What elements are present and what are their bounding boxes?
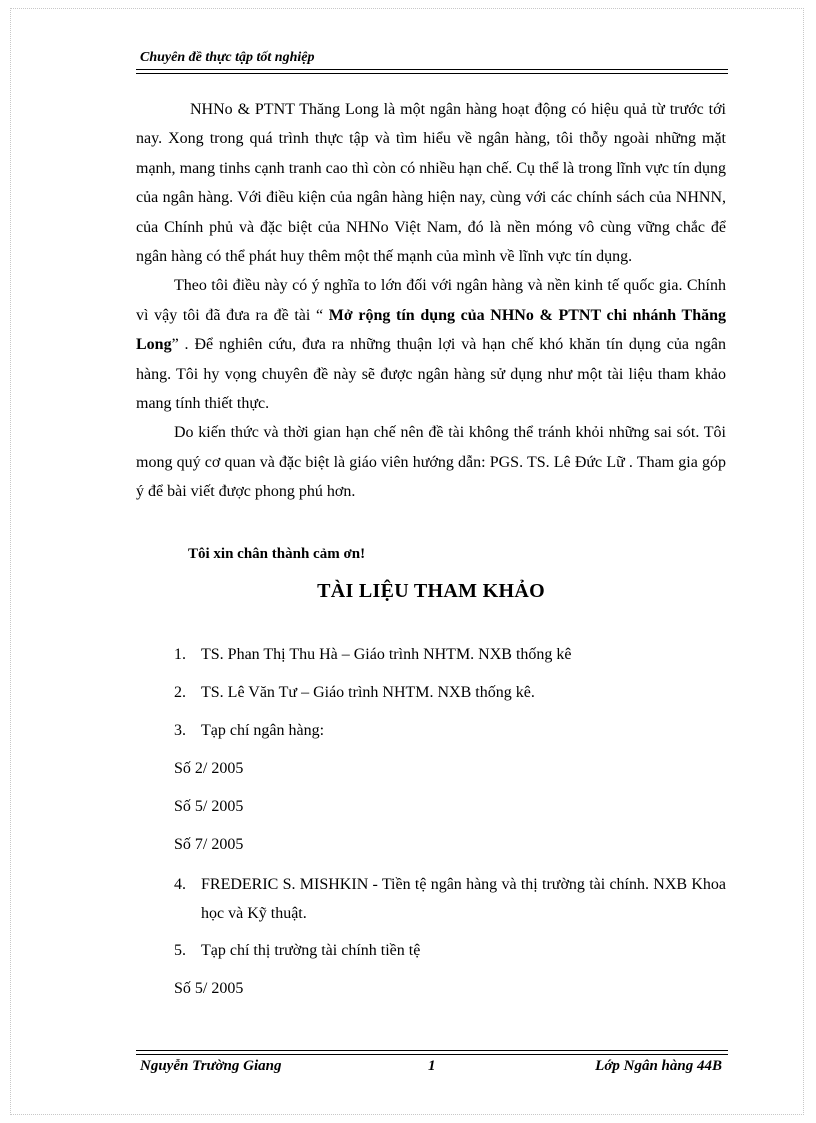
footer-rule — [136, 1054, 728, 1055]
thanks-line: Tôi xin chân thành cảm ơn! — [188, 546, 366, 562]
issue-item: Số 2/ 2005 — [174, 760, 244, 777]
list-text: TS. Lê Văn Tư – Giáo trình NHTM. NXB thống kê. — [201, 684, 535, 701]
paragraph-3: Do kiến thức và thời gian hạn chế nên đề tài không thể tránh khỏi những sai sót. Tôi mong quý cơ quan và đặc biệt là giáo viên hướng dẫn: PGS. TS. Lê Đức Lữ . Tham gia góp ý để bài viết được phong phú hơn. — [136, 424, 726, 501]
body-text — [136, 95, 726, 507]
list-item — [174, 722, 324, 740]
list-number: 4. — [174, 876, 186, 893]
list-number: 3. — [174, 722, 186, 739]
thesis-title: Mở rộng tín dụng của NHNo & PTNT chi nhánh Thăng Long — [136, 306, 727, 354]
issue-item: Số 5/ 2005 — [174, 980, 244, 997]
list-number: 2. — [174, 684, 186, 701]
footer-rule-thin — [136, 1050, 728, 1051]
page-header — [136, 50, 728, 72]
paragraph-2-end: ” . Để nghiên cứu, đưa ra những thuận lợi và hạn chế khó khăn tín dụng của ngân hàng. Tôi hy vọng chuyên đề này sẽ được ngân hàng sử dụng như một tài liệu tham khảo mang tính thiết thực. — [136, 336, 726, 413]
list-item — [174, 646, 572, 664]
header-title: Chuyên đề thực tập tốt nghiệp — [140, 50, 315, 65]
list-item — [174, 684, 535, 702]
issue-item: Số 7/ 2005 — [174, 836, 244, 853]
list-number: 1. — [174, 646, 186, 663]
list-item — [174, 942, 420, 960]
page-footer — [136, 1050, 728, 1080]
paragraph-1: NHNo & PTNT Thăng Long là một ngân hàng hoạt động có hiệu quả từ trước tới nay. Xong trong quá trình thực tập và tìm hiểu về ngân hàng, tôi thỗy ngoài những mặt mạnh, mang tinhs cạnh tranh cao thì còn có nhiều hạn chế. Cụ thể là trong lĩnh vực tín dụng của ngân hàng. Với điều kiện của ngân hàng hiện nay, cùng với các chính sách của NHNN, của Chính phủ và đặc biệt của NHNo Việt Nam, đó là nền móng vô cùng vững chắc để ngân hàng có thể phát huy thêm một thế mạnh của mình về lĩnh vực tín dụng. — [136, 101, 726, 266]
header-rule-thin — [136, 73, 728, 74]
list-text: FREDERIC S. MISHKIN - Tiền tệ ngân hàng và thị trường tài chính. NXB Khoa học và Kỹ thuật. — [201, 876, 726, 922]
issue-item: Số 5/ 2005 — [174, 798, 244, 815]
footer-author: Nguyễn Trường Giang — [140, 1058, 282, 1074]
page-number: 1 — [428, 1058, 436, 1074]
list-item — [174, 870, 726, 928]
header-rule — [136, 69, 728, 70]
list-text: Tạp chí thị trường tài chính tiền tệ — [201, 942, 421, 959]
references-title: TÀI LIỆU THAM KHẢO — [317, 580, 545, 602]
paragraph-2-start: Theo tôi điều này có ý nghĩa to lớn đối với ngân hàng và nền kinh tế quốc gia. Chính vì vậy tôi đã đưa ra đề tài “ — [136, 277, 726, 324]
list-text: TS. Phan Thị Thu Hà – Giáo trình NHTM. NXB thống kê — [201, 646, 572, 663]
list-number: 5. — [174, 942, 186, 959]
paragraph-2 — [136, 271, 726, 418]
footer-class: Lớp Ngân hàng 44B — [595, 1058, 722, 1074]
list-text: Tạp chí ngân hàng: — [201, 722, 325, 739]
